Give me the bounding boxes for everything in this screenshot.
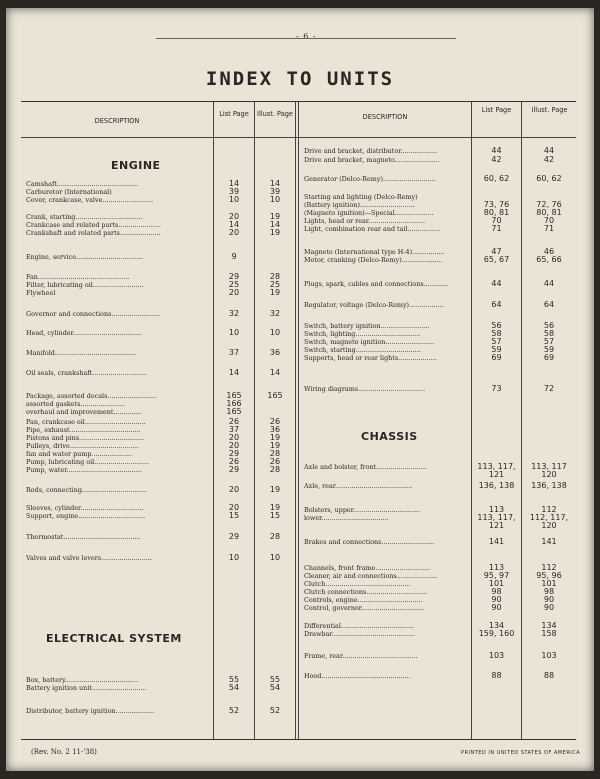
row-list-page: 32 bbox=[228, 309, 240, 318]
row-description: Pistons and pins................................ bbox=[26, 434, 145, 442]
row-illust-page: 72, 76 bbox=[536, 200, 562, 209]
row-description: Drawbar......................................... bbox=[304, 630, 415, 638]
row-description: Control, governor............................... bbox=[304, 604, 425, 612]
row-description: Pipe, exhaust................................... bbox=[26, 426, 141, 434]
row-illust-page: 112 bbox=[541, 563, 557, 572]
row-list-page: 37 bbox=[228, 348, 240, 357]
row-list-page: 20 bbox=[228, 433, 240, 442]
row-list-page: 70 bbox=[491, 216, 502, 225]
row-illust-page: 14 bbox=[269, 220, 281, 229]
header-illust-page-left: Illust. Page bbox=[257, 110, 293, 118]
row-list-page: 90 bbox=[491, 603, 502, 612]
row-description: Frame, rear..................................... bbox=[304, 652, 418, 660]
row-illust-page: 112, 117, bbox=[529, 513, 569, 522]
row-list-page: 29 bbox=[228, 272, 240, 281]
row-list-page: 42 bbox=[491, 155, 502, 164]
row-list-page: 20 bbox=[228, 212, 240, 221]
row-description: Controls, engine................................ bbox=[304, 596, 423, 604]
section-engine: ENGINE bbox=[111, 159, 161, 172]
row-illust-page: 69 bbox=[543, 353, 555, 362]
printed-note: PRINTED IN UNITED STATES OF AMERICA bbox=[461, 750, 581, 756]
row-illust-page: 101 bbox=[541, 579, 557, 588]
row-description: Switch, lighting................................ bbox=[304, 330, 421, 338]
row-description: Fan............................................. bbox=[26, 273, 130, 281]
row-illust-page: 103 bbox=[541, 651, 557, 660]
row-illust-page: 19 bbox=[269, 288, 281, 297]
row-list-page: 37 bbox=[228, 425, 240, 434]
row-illust-page: 28 bbox=[269, 272, 281, 281]
row-illust-page: 26 bbox=[269, 457, 281, 466]
row-list-page: 44 bbox=[491, 279, 502, 288]
row-illust-page: 134 bbox=[541, 621, 557, 630]
column-divider bbox=[521, 102, 522, 739]
row-illust-page: 14 bbox=[269, 179, 281, 188]
row-list-page: 55 bbox=[228, 675, 240, 684]
row-description: assorted gaskets...................... bbox=[26, 400, 126, 408]
row-description: Clutch connections.............................. bbox=[304, 588, 428, 596]
row-list-page: 58 bbox=[491, 329, 502, 338]
row-list-page: 54 bbox=[228, 683, 240, 692]
row-description: Pulleys, drive.................................. bbox=[26, 442, 139, 450]
row-list-page: 101 bbox=[488, 579, 505, 588]
row-illust-page: 10 bbox=[269, 553, 281, 562]
top-rule bbox=[156, 38, 456, 39]
row-illust-page: 46 bbox=[543, 247, 555, 256]
row-description: Pump, lubricating oil........................... bbox=[26, 458, 150, 466]
row-description: Support, engine................................. bbox=[26, 512, 146, 520]
row-list-page: 14 bbox=[228, 220, 240, 229]
row-description: Pump, water..................................... bbox=[26, 466, 142, 474]
row-list-page: 26 bbox=[228, 417, 240, 426]
row-description: Camshaft........................................ bbox=[26, 180, 139, 188]
row-illust-page: 80, 81 bbox=[536, 208, 562, 217]
row-list-page: 73 bbox=[491, 384, 502, 393]
row-description: (Magneto ignition)—Special................... bbox=[304, 209, 434, 217]
row-list-page: 29 bbox=[228, 465, 240, 474]
row-illust-page: 14 bbox=[269, 368, 281, 377]
row-list-page: 64 bbox=[491, 300, 502, 309]
row-list-page: 47 bbox=[491, 247, 502, 256]
row-list-page: 113, 117, bbox=[477, 513, 516, 522]
row-description: Flywheel bbox=[26, 289, 56, 297]
row-list-page: 14 bbox=[228, 368, 240, 377]
row-list-page: 52 bbox=[228, 706, 240, 715]
row-illust-page: 55 bbox=[269, 675, 281, 684]
row-illust-page: 90 bbox=[543, 603, 555, 612]
row-description: Drive and bracket, magneto...................... bbox=[304, 156, 440, 164]
row-illust-page: 10 bbox=[269, 195, 281, 204]
row-list-page: 90 bbox=[491, 595, 502, 604]
row-description: Valves and valve levers......................... bbox=[26, 554, 152, 562]
page-number: - 6 - bbox=[296, 32, 317, 41]
row-illust-page: 136, 138 bbox=[531, 481, 567, 490]
row-description: Crankshaft and related parts.................... bbox=[26, 229, 161, 237]
row-list-page: 57 bbox=[491, 337, 502, 346]
row-illust-page: 28 bbox=[269, 465, 281, 474]
row-illust-page: 60, 62 bbox=[536, 174, 562, 183]
row-list-page: 20 bbox=[228, 288, 240, 297]
row-illust-page: 15 bbox=[269, 511, 281, 520]
row-list-page: 29 bbox=[228, 449, 240, 458]
row-list-page: 121 bbox=[488, 470, 505, 479]
row-illust-page: 120 bbox=[541, 521, 557, 530]
row-illust-page: 72 bbox=[543, 384, 555, 393]
row-list-page: 141 bbox=[488, 537, 505, 546]
row-illust-page: 19 bbox=[269, 228, 281, 237]
row-list-page: 15 bbox=[228, 511, 240, 520]
row-description: fan and water pump.................... bbox=[26, 450, 133, 458]
row-list-page: 71 bbox=[491, 224, 502, 233]
row-description: Distributor, battery ignition................... bbox=[26, 707, 155, 715]
row-list-page: 73, 76 bbox=[483, 200, 510, 209]
row-illust-page: 36 bbox=[269, 348, 281, 357]
row-illust-page: 10 bbox=[269, 328, 281, 337]
row-description: Wiring diagrams................................. bbox=[304, 385, 426, 393]
row-illust-page: 52 bbox=[269, 706, 281, 715]
row-illust-page: 28 bbox=[269, 449, 281, 458]
row-description: Regulator, voltage (Delco-Remy)................. bbox=[304, 301, 444, 309]
row-list-page: 65, 67 bbox=[483, 255, 510, 264]
row-description: Clutch.......................................... bbox=[304, 580, 411, 588]
row-list-page: 25 bbox=[228, 280, 240, 289]
column-divider bbox=[471, 102, 472, 739]
row-description: Supports, head or rear lights................... bbox=[304, 354, 437, 362]
row-illust-page: 88 bbox=[543, 671, 555, 680]
row-description: lower................................. bbox=[304, 514, 389, 522]
row-description: Plugs, spark, cables and connections............ bbox=[304, 280, 448, 288]
row-list-page: 121 bbox=[488, 521, 505, 530]
row-description: Channels, front frame........................... bbox=[304, 564, 431, 572]
row-description: Filter, lubricating oil......................... bbox=[26, 281, 144, 289]
row-list-page: 165 bbox=[226, 391, 242, 400]
column-divider bbox=[295, 102, 296, 739]
row-description: overhaul and improvement.............. bbox=[26, 408, 142, 416]
row-illust-page: 19 bbox=[269, 212, 281, 221]
row-description: Manifold........................................ bbox=[26, 349, 137, 357]
row-list-page: 59 bbox=[491, 345, 502, 354]
row-illust-page: 54 bbox=[269, 683, 281, 692]
row-list-page: 39 bbox=[228, 187, 240, 196]
row-list-page: 69 bbox=[491, 353, 502, 362]
row-description: Crankcase and related parts..................... bbox=[26, 221, 161, 229]
row-list-page: 20 bbox=[228, 441, 240, 450]
header-list-page-left: List Page bbox=[219, 110, 249, 118]
row-description: Switch, battery ignition........................ bbox=[304, 322, 430, 330]
row-list-page: 136, 138 bbox=[478, 481, 515, 490]
row-illust-page: 19 bbox=[269, 503, 281, 512]
row-description: Box, battery.................................... bbox=[26, 676, 138, 684]
row-description: Drive and bracket, distributor.................. bbox=[304, 147, 438, 155]
row-list-page: 166 bbox=[226, 399, 242, 408]
row-list-page: 165 bbox=[226, 407, 242, 416]
row-list-page: 95, 97 bbox=[483, 571, 510, 580]
row-description: Cleaner, air and connections.................... bbox=[304, 572, 438, 580]
revision-note: (Rev. No. 2 11-'38) bbox=[31, 748, 97, 756]
row-illust-page: 112 bbox=[541, 505, 557, 514]
row-description: Package, assorted decals........................ bbox=[26, 392, 157, 400]
row-description: Axle and bolster, front......................... bbox=[304, 463, 427, 471]
row-description: Thermostat...................................... bbox=[26, 533, 141, 541]
row-illust-page: 70 bbox=[543, 216, 555, 225]
row-list-page: 20 bbox=[228, 228, 240, 237]
header-illust-page-right: Illust. Page bbox=[531, 106, 568, 114]
row-list-page: 98 bbox=[491, 587, 502, 596]
row-description: Pan, crankcase oil.............................. bbox=[26, 418, 146, 426]
row-description: Differential.................................... bbox=[304, 622, 415, 630]
row-description: Starting and lighting (Delco-Remy) bbox=[304, 193, 418, 201]
row-description: (Battery ignition)........................... bbox=[304, 201, 415, 209]
row-illust-page: 90 bbox=[543, 595, 555, 604]
row-description: Cover, crankcase, valve......................... bbox=[26, 196, 154, 204]
row-illust-page: 71 bbox=[543, 224, 555, 233]
row-list-page: 26 bbox=[228, 457, 240, 466]
row-illust-page: 158 bbox=[541, 629, 557, 638]
row-list-page: 113 bbox=[488, 505, 505, 514]
row-illust-page: 19 bbox=[269, 433, 281, 442]
row-list-page: 14 bbox=[228, 179, 240, 188]
row-illust-page: 57 bbox=[543, 337, 555, 346]
row-description: Engine, service................................. bbox=[26, 253, 144, 261]
row-illust-page: 95, 96 bbox=[536, 571, 562, 580]
row-description: Motor, cranking (Delco-Remy).................... bbox=[304, 256, 443, 264]
header-list-page-right: List Page bbox=[481, 106, 512, 114]
row-description: Brakes and connections.......................... bbox=[304, 538, 435, 546]
row-list-page: 60, 62 bbox=[483, 174, 510, 183]
row-list-page: 56 bbox=[491, 321, 502, 330]
row-illust-page: 19 bbox=[269, 441, 281, 450]
header-rule bbox=[21, 137, 576, 138]
row-illust-page: 44 bbox=[543, 146, 555, 155]
row-description: Magneto (International type H-4)................ bbox=[304, 248, 445, 256]
row-description: Axle, rear...................................... bbox=[304, 482, 413, 490]
row-illust-page: 64 bbox=[543, 300, 555, 309]
row-list-page: 10 bbox=[228, 553, 240, 562]
row-list-page: 113, 117, bbox=[477, 462, 516, 471]
section-chassis: CHASSIS bbox=[361, 430, 418, 443]
row-illust-page: 44 bbox=[543, 279, 555, 288]
row-description: Rods, connecting................................ bbox=[26, 486, 147, 494]
column-divider bbox=[298, 102, 299, 739]
section-electrical-system: ELECTRICAL SYSTEM bbox=[46, 632, 182, 645]
row-illust-page: 165 bbox=[267, 391, 283, 400]
row-list-page: 20 bbox=[228, 485, 240, 494]
row-description: Oil seals, crankshaft........................... bbox=[26, 369, 148, 377]
row-illust-page: 39 bbox=[269, 187, 281, 196]
row-illust-page: 98 bbox=[543, 587, 555, 596]
page-title: INDEX TO UNITS bbox=[205, 68, 395, 90]
row-list-page: 88 bbox=[491, 671, 502, 680]
index-table bbox=[21, 101, 576, 740]
row-description: Crank, starting................................. bbox=[26, 213, 143, 221]
row-illust-page: 58 bbox=[543, 329, 555, 338]
row-description: Sleeves, cylinder............................... bbox=[26, 504, 144, 512]
row-description: Generator (Delco-Remy).......................... bbox=[304, 175, 436, 183]
row-illust-page: 120 bbox=[541, 470, 557, 479]
row-illust-page: 25 bbox=[269, 280, 281, 289]
row-description: Lights, head or rear............................ bbox=[304, 217, 426, 225]
row-list-page: 44 bbox=[491, 146, 502, 155]
row-description: Light, combination rear and tail................ bbox=[304, 225, 441, 233]
row-list-page: 9 bbox=[231, 252, 237, 261]
row-illust-page: 141 bbox=[541, 537, 557, 546]
row-list-page: 113 bbox=[488, 563, 505, 572]
row-illust-page: 56 bbox=[543, 321, 555, 330]
row-description: Head, cylinder.................................. bbox=[26, 329, 143, 337]
row-illust-page: 59 bbox=[543, 345, 555, 354]
row-description: Switch, starting................................ bbox=[304, 346, 421, 354]
row-illust-page: 28 bbox=[269, 532, 281, 541]
row-illust-page: 65, 66 bbox=[536, 255, 562, 264]
header-description-right: DESCRIPTION bbox=[362, 113, 408, 121]
row-list-page: 10 bbox=[228, 328, 240, 337]
row-list-page: 159, 160 bbox=[478, 629, 515, 638]
row-description: Carburetor (International) bbox=[26, 188, 112, 196]
row-description: Bolsters, upper................................. bbox=[304, 506, 421, 514]
row-description: Switch, magneto ignition........................ bbox=[304, 338, 435, 346]
row-list-page: 80, 81 bbox=[483, 208, 510, 217]
row-list-page: 10 bbox=[228, 195, 240, 204]
row-description: Hood............................................ bbox=[304, 672, 411, 680]
row-description: Governor and connections........................ bbox=[26, 310, 161, 318]
row-list-page: 103 bbox=[488, 651, 505, 660]
row-illust-page: 26 bbox=[269, 417, 281, 426]
document-page bbox=[6, 8, 594, 771]
header-description-left: DESCRIPTION bbox=[94, 117, 140, 125]
row-list-page: 134 bbox=[488, 621, 505, 630]
row-illust-page: 113, 117 bbox=[531, 462, 567, 471]
row-illust-page: 42 bbox=[543, 155, 555, 164]
row-list-page: 29 bbox=[228, 532, 240, 541]
row-illust-page: 36 bbox=[269, 425, 281, 434]
row-illust-page: 32 bbox=[269, 309, 281, 318]
row-list-page: 20 bbox=[228, 503, 240, 512]
row-illust-page: 19 bbox=[269, 485, 281, 494]
row-description: Battery ignition unit........................... bbox=[26, 684, 147, 692]
